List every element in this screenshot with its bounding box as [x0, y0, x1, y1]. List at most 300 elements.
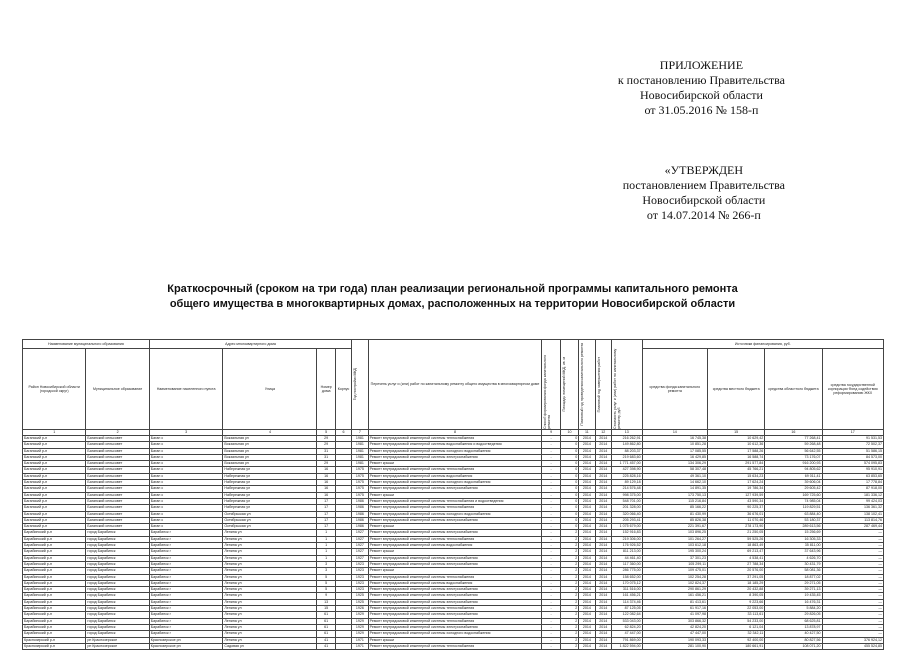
table-cell: —: [822, 606, 883, 612]
table-cell: Баганский сельсовет: [86, 486, 149, 492]
table-cell: 18 863,49: [708, 543, 765, 549]
table-cell: 16 305,33: [765, 536, 822, 542]
table-cell: 0: [560, 498, 578, 504]
table-cell: 2014: [579, 486, 595, 492]
table-cell: Баганский р-н: [23, 492, 86, 498]
table-cell: 0: [560, 505, 578, 511]
table-cell: 102 254,28: [642, 574, 707, 580]
table-cell: -: [542, 524, 560, 530]
table-cell: 2014: [579, 524, 595, 530]
table-cell: 87 918,00: [822, 486, 883, 492]
table-cell: 1986: [352, 505, 368, 511]
table-cell: 3: [317, 568, 335, 574]
table-cell: Баганский сельсовет: [86, 517, 149, 523]
table-cell: 1: [317, 555, 335, 561]
table-cell: 13: [317, 599, 335, 605]
table-cell: Баганский р-н: [23, 486, 86, 492]
table-cell: 29 271,05: [765, 580, 822, 586]
table-cell: Ремонт внутридомовой инженерной системы теплоснабжения: [368, 618, 542, 624]
table-cell: Ремонт внутридомовой инженерной системы водоснабжения: [368, 580, 542, 586]
table-cell: -: [542, 643, 560, 649]
table-cell: 109 475,01: [642, 568, 707, 574]
table-cell: Баганский р-н: [23, 505, 86, 511]
table-cell: 221 391,67: [642, 524, 707, 530]
table-cell: Барабинск г: [149, 555, 223, 561]
table-cell: Набережная ул: [223, 505, 317, 511]
table-cell: Баган с: [149, 524, 223, 530]
table-cell: 27 788,34: [708, 561, 765, 567]
table-cell: 225 828,16: [611, 473, 642, 479]
table-cell: 2014: [579, 492, 595, 498]
table-cell: 2014: [579, 498, 595, 504]
table-cell: 2014: [579, 618, 595, 624]
table-cell: 17: [317, 498, 335, 504]
table-cell: Вокзальная ул: [223, 442, 317, 448]
table-cell: Ремонт внутридомовой инженерной системы электроснабжения: [368, 593, 542, 599]
table-cell: Барабинск г: [149, 593, 223, 599]
title-line: общего имущества в многоквартирных домах, расположенных на территории Новосибирской области: [169, 298, 736, 310]
table-cell: Ленина ул: [223, 631, 317, 637]
table-cell: город Барабинск: [86, 599, 149, 605]
col-header-district: Район Новосибирской области (городской округ): [23, 349, 86, 430]
table-cell: 5: [317, 580, 335, 586]
table-cell: 149 862,80: [611, 442, 642, 448]
table-cell: 205 293,41: [611, 517, 642, 523]
approval-date: от 31.05.2016 № 158-п: [644, 103, 759, 117]
col-header-works: Перечень услуг и (или) работ по капитальному ремонту общего имущества в многоквартирном доме: [368, 340, 542, 430]
table-cell: Ремонт крыши: [368, 568, 542, 574]
column-number: 15: [708, 430, 765, 436]
table-cell: 63 853,65: [822, 473, 883, 479]
table-cell: 2: [560, 543, 578, 549]
table-cell: Ремонт внутридомовой инженерной системы теплоснабжения: [368, 505, 542, 511]
table-cell: Ленина ул: [223, 637, 317, 643]
table-cell: -: [542, 442, 560, 448]
table-row: [23, 473, 884, 479]
table-row: [23, 574, 884, 580]
table-cell: 41: [317, 637, 335, 643]
table-cell: 1975: [352, 480, 368, 486]
table-cell: 1: [317, 536, 335, 542]
table-cell: 19 435,45: [765, 593, 822, 599]
table-cell: 2014: [579, 448, 595, 454]
table-cell: 1923: [352, 587, 368, 593]
table-cell: 0: [560, 442, 578, 448]
table-cell: 2014: [595, 505, 611, 511]
col-header-fund: средства фонда капитального ремонта: [642, 349, 707, 430]
table-cell: Набережная ул: [223, 486, 317, 492]
table-cell: Барабинский р-н: [23, 593, 86, 599]
table-cell: 2014: [595, 461, 611, 467]
approval-line: к постановлению Правительства: [617, 73, 785, 87]
table-cell: Баган с: [149, 467, 223, 473]
col-header-v11: [579, 340, 595, 430]
table-cell: 17: [317, 505, 335, 511]
column-number: 9: [542, 430, 560, 436]
table-cell: Ленина ул: [223, 530, 317, 536]
table-cell: Ленина ул: [223, 568, 317, 574]
table-row: [23, 511, 884, 517]
table-cell: 61: [317, 618, 335, 624]
col-header-v13: [611, 340, 642, 430]
table-cell: 2014: [595, 436, 611, 442]
table-cell: Барабинск г: [149, 618, 223, 624]
table-cell: 2014: [579, 461, 595, 467]
table-cell: Баган с: [149, 492, 223, 498]
table-cell: 10 612,36: [708, 442, 765, 448]
column-number: 2: [86, 430, 149, 436]
table-cell: 136 361,32: [822, 505, 883, 511]
table-cell: 0: [560, 524, 578, 530]
table-cell: -: [542, 612, 560, 618]
table-cell: 1 075 679,00: [611, 524, 642, 530]
table-cell: 1: [317, 530, 335, 536]
table-cell: 2014: [579, 561, 595, 567]
col-header-year-text: Год постройки МКД: [353, 368, 358, 401]
table-row: [23, 467, 884, 473]
table-cell: Баган с: [149, 498, 223, 504]
table-cell: 31: [317, 454, 335, 460]
table-cell: -: [542, 492, 560, 498]
table-cell: 108 071,20: [765, 643, 822, 649]
table-cell: 95 910,91: [822, 467, 883, 473]
table-cell: [335, 643, 351, 649]
table-cell: 1927: [352, 530, 368, 536]
table-cell: 61: [317, 612, 335, 618]
table-cell: 2: [560, 612, 578, 618]
group-header-address: Адрес многоквартирного дома: [149, 340, 351, 349]
table-cell: Ремонт внутридомовой инженерной системы водоснабжения и водоотведения: [368, 442, 542, 448]
table-cell: город Барабинск: [86, 574, 149, 580]
table-cell: 16 429,85: [642, 454, 707, 460]
table-cell: Баганский сельсовет: [86, 511, 149, 517]
table-row: [23, 587, 884, 593]
column-number: 12: [595, 430, 611, 436]
table-cell: Барабинск г: [149, 606, 223, 612]
table-cell: 2014: [579, 436, 595, 442]
table-cell: 81 413,61: [642, 599, 707, 605]
table-cell: 2014: [579, 442, 595, 448]
table-cell: 49 361,10: [642, 473, 707, 479]
table-cell: 29 826,05: [765, 612, 822, 618]
table-cell: 119 829,51: [765, 505, 822, 511]
table-cell: —: [822, 568, 883, 574]
table-cell: 173 750,13: [642, 492, 707, 498]
column-number: 6: [335, 430, 351, 436]
table-cell: Барабинск г: [149, 561, 223, 567]
table-row: [23, 486, 884, 492]
col-header-v9-text: Способ формирования фонда капитального ремонта: [543, 354, 552, 429]
table-cell: -: [542, 587, 560, 593]
table-cell: 0: [560, 517, 578, 523]
table-cell: 158 652,00: [611, 574, 642, 580]
table-cell: 2014: [595, 511, 611, 517]
table-row: [23, 517, 884, 523]
table-cell: 87 125,05: [611, 606, 642, 612]
table-cell: 0: [560, 454, 578, 460]
table-cell: Ремонт внутридомовой инженерной системы теплоснабжения: [368, 467, 542, 473]
table-cell: 0: [560, 467, 578, 473]
table-cell: 13 878,97: [765, 624, 822, 630]
column-number: 4: [223, 430, 317, 436]
table-cell: Барабинский р-н: [23, 543, 86, 549]
table-cell: 29 605,42: [765, 486, 822, 492]
table-cell: 80 827,56: [765, 637, 822, 643]
table-cell: 161 456,21: [642, 593, 707, 599]
table-cell: 102 824,37: [642, 580, 707, 586]
table-cell: 180 661,91: [708, 643, 765, 649]
table-cell: -: [542, 624, 560, 630]
table-cell: 20 576,00: [708, 568, 765, 574]
table-cell: Барабинский р-н: [23, 555, 86, 561]
table-cell: Барабинск г: [149, 587, 223, 593]
table-cell: 88 203,37: [611, 448, 642, 454]
table-cell: Барабинский р-н: [23, 599, 86, 605]
table-cell: 455 524,85: [822, 643, 883, 649]
table-cell: 59 268,48: [765, 442, 822, 448]
table-cell: Вокзальная ул: [223, 454, 317, 460]
table-cell: 2014: [595, 530, 611, 536]
table-cell: —: [822, 612, 883, 618]
table-cell: 1975: [352, 486, 368, 492]
table-cell: 74 985,04: [765, 498, 822, 504]
table-cell: 2014: [595, 568, 611, 574]
table-cell: 16: [317, 467, 335, 473]
table-cell: 2014: [579, 568, 595, 574]
table-cell: 4 538,41: [708, 555, 765, 561]
col-header-year: [352, 340, 368, 430]
table-cell: Ремонт внутридомовой инженерной системы электроснабжения: [368, 624, 542, 630]
table-cell: 9 223,66: [708, 599, 765, 605]
table-cell: 1 771 457,00: [611, 461, 642, 467]
table-cell: Барабинский р-н: [23, 606, 86, 612]
table-cell: Баганский сельсовет: [86, 473, 149, 479]
table-cell: 2014: [579, 643, 595, 649]
table-cell: 2014: [579, 467, 595, 473]
table-cell: Ремонт внутридомовой инженерной системы электроснабжения: [368, 561, 542, 567]
table-cell: 2014: [595, 580, 611, 586]
col-header-v10-text: Площадь помещений МКД, кв. м: [561, 357, 566, 412]
table-cell: 2: [560, 637, 578, 643]
table-cell: 29: [317, 461, 335, 467]
table-cell: 2: [560, 643, 578, 649]
table-cell: 5 884,20: [765, 606, 822, 612]
col-header-v12-text: Плановый год завершения работ: [596, 356, 601, 413]
table-cell: 1927: [352, 543, 368, 549]
table-cell: 35 811,00: [765, 543, 822, 549]
table-cell: -: [542, 606, 560, 612]
table-cell: Баганский р-н: [23, 436, 86, 442]
table-cell: 17 588,26: [708, 448, 765, 454]
table-cell: Набережная ул: [223, 492, 317, 498]
table-cell: 216 262,91: [611, 436, 642, 442]
table-cell: Барабинск г: [149, 574, 223, 580]
table-cell: 2014: [595, 599, 611, 605]
table-cell: 33 113,61: [708, 612, 765, 618]
table-cell: 32 342,11: [708, 631, 765, 637]
table-cell: 2014: [595, 561, 611, 567]
column-number: 14: [642, 430, 707, 436]
table-cell: Ремонт внутридомовой инженерной системы холодного водоснабжения: [368, 511, 542, 517]
table-cell: 1 822 594,00: [611, 643, 642, 649]
table-cell: 47 447,00: [611, 631, 642, 637]
column-number: 11: [579, 430, 595, 436]
table-cell: Баганский р-н: [23, 498, 86, 504]
table-cell: 36 676,01: [708, 511, 765, 517]
table-cell: 15: [317, 606, 335, 612]
table-cell: Баган с: [149, 511, 223, 517]
table-cell: 1975: [352, 473, 368, 479]
table-cell: —: [822, 587, 883, 593]
table-cell: 219 683,60: [611, 454, 642, 460]
table-cell: 376 924,12: [822, 637, 883, 643]
table-cell: 68 625,81: [765, 618, 822, 624]
group-header-municipality: Наименование муниципального образования: [23, 340, 150, 349]
table-cell: 45 766,21: [708, 467, 765, 473]
table-cell: 14 891,35: [642, 486, 707, 492]
table-cell: 61 917,16: [642, 606, 707, 612]
table-cell: 195 300,24: [642, 549, 707, 555]
table-cell: 0: [560, 461, 578, 467]
table-cell: 169 725,60: [765, 492, 822, 498]
table-cell: 42 824,20: [642, 624, 707, 630]
table-cell: Ремонт внутридомовой инженерной системы электроснабжения: [368, 517, 542, 523]
approved-line: постановлением Правительства: [622, 178, 785, 192]
table-cell: Ремонт внутридомовой инженерной системы теплоснабжения и водоотведения: [368, 498, 542, 504]
table-cell: -: [542, 631, 560, 637]
table-cell: 21 250,05: [708, 530, 765, 536]
table-cell: 113 814,76: [822, 517, 883, 523]
table-cell: Баган с: [149, 454, 223, 460]
table-cell: Ремонт внутридомовой инженерной системы холодного водоснабжения: [368, 631, 542, 637]
table-cell: 2: [560, 631, 578, 637]
table-cell: 17 778,84: [822, 480, 883, 486]
table-cell: Ремонт внутридомовой инженерной системы электроснабжения: [368, 486, 542, 492]
table-cell: Барабинск г: [149, 599, 223, 605]
table-cell: Баганский сельсовет: [86, 461, 149, 467]
table-cell: 2: [560, 599, 578, 605]
table-cell: 54 233,00: [708, 618, 765, 624]
table-cell: 5: [317, 574, 335, 580]
table-cell: 59 525,26: [708, 536, 765, 542]
table-cell: 16 588,74: [708, 454, 765, 460]
table-cell: 2014: [595, 486, 611, 492]
table-cell: Барабинск г: [149, 580, 223, 586]
table-cell: 2014: [579, 536, 595, 542]
table-cell: 2014: [579, 480, 595, 486]
table-cell: город Барабинск: [86, 536, 149, 542]
table-cell: -: [542, 599, 560, 605]
table-cell: -: [542, 511, 560, 517]
table-cell: город Барабинск: [86, 568, 149, 574]
table-cell: 31: [317, 448, 335, 454]
table-cell: 103 896,25: [642, 530, 707, 536]
table-cell: 311 516,00: [611, 587, 642, 593]
table-cell: 10 851,28: [642, 442, 707, 448]
table-cell: город Барабинск: [86, 612, 149, 618]
table-cell: Барабинский р-н: [23, 618, 86, 624]
table-cell: -: [542, 568, 560, 574]
table-cell: -: [542, 498, 560, 504]
approved-date: от 14.07.2014 № 266-п: [646, 208, 761, 222]
table-cell: 69 011,41: [765, 473, 822, 479]
table-cell: 2014: [579, 454, 595, 460]
table-cell: 39 271,13: [765, 587, 822, 593]
table-cell: Барабинск г: [149, 536, 223, 542]
table-cell: Барабинский р-н: [23, 580, 86, 586]
table-cell: -: [542, 593, 560, 599]
table-cell: 29: [317, 436, 335, 442]
table-cell: 1927: [352, 549, 368, 555]
table-cell: 72 502,37: [822, 442, 883, 448]
table-cell: 0: [560, 492, 578, 498]
table-cell: Баганский сельсовет: [86, 467, 149, 473]
plan-table-container: [22, 339, 884, 648]
table-cell: 1929: [352, 631, 368, 637]
table-row: [23, 454, 884, 460]
table-cell: Баганский сельсовет: [86, 454, 149, 460]
table-cell: 2014: [595, 524, 611, 530]
table-cell: -: [542, 454, 560, 460]
table-cell: Барабинский р-н: [23, 612, 86, 618]
table-cell: Барабинск г: [149, 624, 223, 630]
table-cell: Барабинск г: [149, 631, 223, 637]
table-cell: Ленина ул: [223, 574, 317, 580]
table-cell: 2014: [579, 505, 595, 511]
table-cell: Баган с: [149, 448, 223, 454]
table-cell: 2014: [595, 612, 611, 618]
table-cell: город Барабинск: [86, 624, 149, 630]
table-cell: Набережная ул: [223, 467, 317, 473]
table-cell: 92 400,00: [708, 637, 765, 643]
table-cell: Ленина ул: [223, 555, 317, 561]
approved-reference: [623, 163, 785, 223]
table-cell: 201 328,00: [611, 505, 642, 511]
table-cell: 1923: [352, 561, 368, 567]
table-cell: 791 869,00: [611, 637, 642, 643]
table-cell: 1986: [352, 517, 368, 523]
table-cell: Баганский р-н: [23, 480, 86, 486]
table-cell: Ленина ул: [223, 543, 317, 549]
table-cell: 2014: [595, 587, 611, 593]
table-cell: 19 786,34: [708, 486, 765, 492]
table-cell: 2014: [595, 480, 611, 486]
table-cell: 2014: [595, 624, 611, 630]
table-cell: 2: [560, 549, 578, 555]
table-cell: Ленина ул: [223, 599, 317, 605]
table-row: [23, 631, 884, 637]
table-cell: 90 225,37: [708, 505, 765, 511]
table-cell: 17 624,24: [708, 480, 765, 486]
table-cell: Баганский сельсовет: [86, 442, 149, 448]
table-cell: рп Краснозерское: [86, 643, 149, 649]
table-cell: 127 939,59: [708, 492, 765, 498]
table-cell: 99 424,03: [822, 498, 883, 504]
table-cell: 2014: [595, 574, 611, 580]
col-header-municipality: Муниципальное образование: [86, 349, 149, 430]
table-cell: 2: [560, 593, 578, 599]
table-cell: Октябрьская ул: [223, 524, 317, 530]
table-cell: Баганский сельсовет: [86, 505, 149, 511]
table-cell: 214 576,48: [611, 486, 642, 492]
table-cell: -: [542, 574, 560, 580]
table-cell: 17: [317, 524, 335, 530]
table-cell: -: [542, 543, 560, 549]
table-cell: —: [822, 580, 883, 586]
table-cell: —: [822, 593, 883, 599]
table-cell: Барабинск г: [149, 530, 223, 536]
table-cell: Барабинск г: [149, 543, 223, 549]
